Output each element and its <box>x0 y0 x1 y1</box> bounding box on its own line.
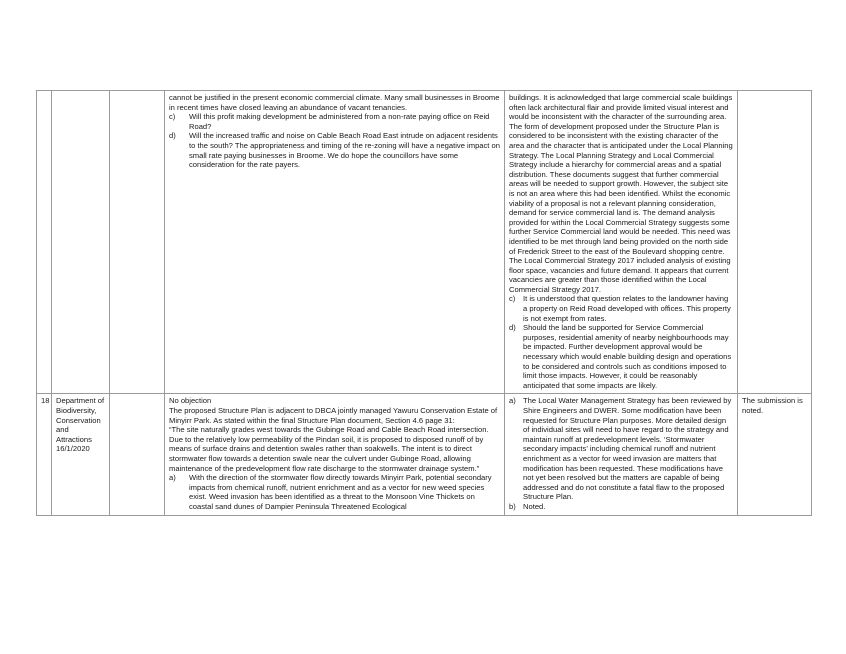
submission-list <box>169 112 500 170</box>
list-item <box>169 112 500 131</box>
cell-recommendation: The submission is noted. <box>738 394 812 515</box>
list-marker: c) <box>169 112 176 122</box>
list-item <box>509 502 733 512</box>
list-item <box>509 294 733 323</box>
list-marker: a) <box>509 396 516 406</box>
cell-submission <box>165 91 505 394</box>
cell-recommendation <box>738 91 812 394</box>
cell-row-number <box>37 91 52 394</box>
list-item-text: With the direction of the stormwater flow directly towards Minyirr Park, potential secondary impacts from chemical runoff, nutrient enrichment and as a vector for new weed species exist. Weed invasion has been identified as a threat to the Monsoon Vine Thickets on coastal sand dunes of Dampier Peninsula Threatened Ecological <box>189 473 492 511</box>
list-item-text: It is understood that question relates to the landowner having a property on Reid Road developed with offices. This property is not exempt from rates. <box>523 294 731 323</box>
submission-paragraph: No objection <box>169 396 212 406</box>
cell-property <box>110 394 165 515</box>
submission-paragraph: “The site naturally grades west towards the Gubinge Road and Cable Beach Road intersection. Due to the relatively low permeability of the Pindan soil, it is proposed to disposed runoff of by means of surface drains and detention swales rather than soakwells. The intent is to direct stormwater flow towards a detention swale near the culvert under Gubinge Road, allowing maintenance of the predevelopment flow rate discharge to the stormwater drainage system.” <box>169 425 489 473</box>
table-row <box>37 91 812 394</box>
cell-response <box>505 394 738 515</box>
list-item-text: The Local Water Management Strategy has been reviewed by Shire Engineers and DWER. Some modification have been requested for Structure Plan purposes. More detailed design of individual sites will need to have regard to the strategy and maintain runoff at predevelopment levels. ‘Stormwater secondary impacts’ including chemical runoff and nutrient enrichment as a vector for weed invasion are matters that modification has been requested. These modifications have not yet been resolved but the matters are capable of being addressed and do not constitute a fatal flaw to the proposed Structure Plan. <box>523 396 732 502</box>
list-item <box>509 323 733 390</box>
submission-list <box>169 473 500 511</box>
cell-row-number: 18 <box>37 394 52 515</box>
list-item-text: Noted. <box>523 501 546 511</box>
submission-schedule-table <box>36 90 812 516</box>
list-marker: b) <box>509 501 516 511</box>
cell-response <box>505 91 738 394</box>
list-item-text: Should the land be supported for Service Commercial purposes, residential amenity of nearby neighbourhoods may be impacted. Further development approval would be necessary which would enable building design and operations to be considered and controls such as conditions imposed to limit those impacts. However, it could be reasonably anticipated that some impacts are likely. <box>523 323 732 390</box>
cell-submitter <box>52 91 110 394</box>
submission-paragraph: cannot be justified in the present economic commercial climate. Many small businesses in Broome in recent times have closed leaving an abundance of vacant tenancies. <box>169 93 500 112</box>
list-marker: a) <box>169 473 176 483</box>
response-list <box>509 294 733 390</box>
list-item <box>169 473 500 511</box>
list-marker: d) <box>169 131 176 141</box>
table-row <box>37 394 812 515</box>
list-item <box>169 131 500 169</box>
list-item-text: Will the increased traffic and noise on Cable Beach Road East intrude on adjacent residents to the south? The appropriateness and timing of the re-zoning will have a negative impact on small rate paying businesses in Broome. We do hope the councillors have some consideration for the rate payers. <box>189 131 500 170</box>
list-item-text: Will this profit making development be administered from a non-rate paying office on Reid Road? <box>189 112 490 131</box>
list-item <box>509 396 733 502</box>
response-paragraph: buildings. It is acknowledged that large commercial scale buildings often lack architectural flair and provide limited visual interest and would be inconsistent with the character of the surrounding area. The form of development proposed under the Structure Plan is considered to be inconsistent with the existing character of the area and the character that is anticipated under the Local Planning Strategy. The Local Planning Strategy and Local Commercial Strategy include a hierarchy for commercial areas and a spatial distribution. These documents suggest that further commercial areas will be needed to support growth. However, the subject site is not an area where this had been identified. Whilst the economic viability of a proposal is not a relevant planning consideration, demand for service commercial land is. The demand analysis provided for within the Local Commercial Strategy suggests some further Service Commercial land would be needed. This need was identified to be met through land being provided on the north side of Frederick Street to the east of the Boulevard shopping centre. The Local Commercial Strategy 2017 included analysis of existing floor space, vacancies and future demand. It appears that current vacancies are greater than those identified within the Local Commercial Strategy 2017. <box>509 93 733 294</box>
submission-paragraph: The proposed Structure Plan is adjacent to DBCA jointly managed Yawuru Conservation Estate of Minyirr Park. As stated within the final Structure Plan document, Section 4.6 page 31: <box>169 406 498 425</box>
response-list <box>509 396 733 511</box>
cell-property <box>110 91 165 394</box>
list-marker: d) <box>509 323 516 333</box>
table-body <box>37 91 812 516</box>
cell-submission <box>165 394 505 515</box>
cell-submitter: Department of Biodiversity, Conservation and Attractions 16/1/2020 <box>52 394 110 515</box>
list-marker: c) <box>509 294 516 304</box>
